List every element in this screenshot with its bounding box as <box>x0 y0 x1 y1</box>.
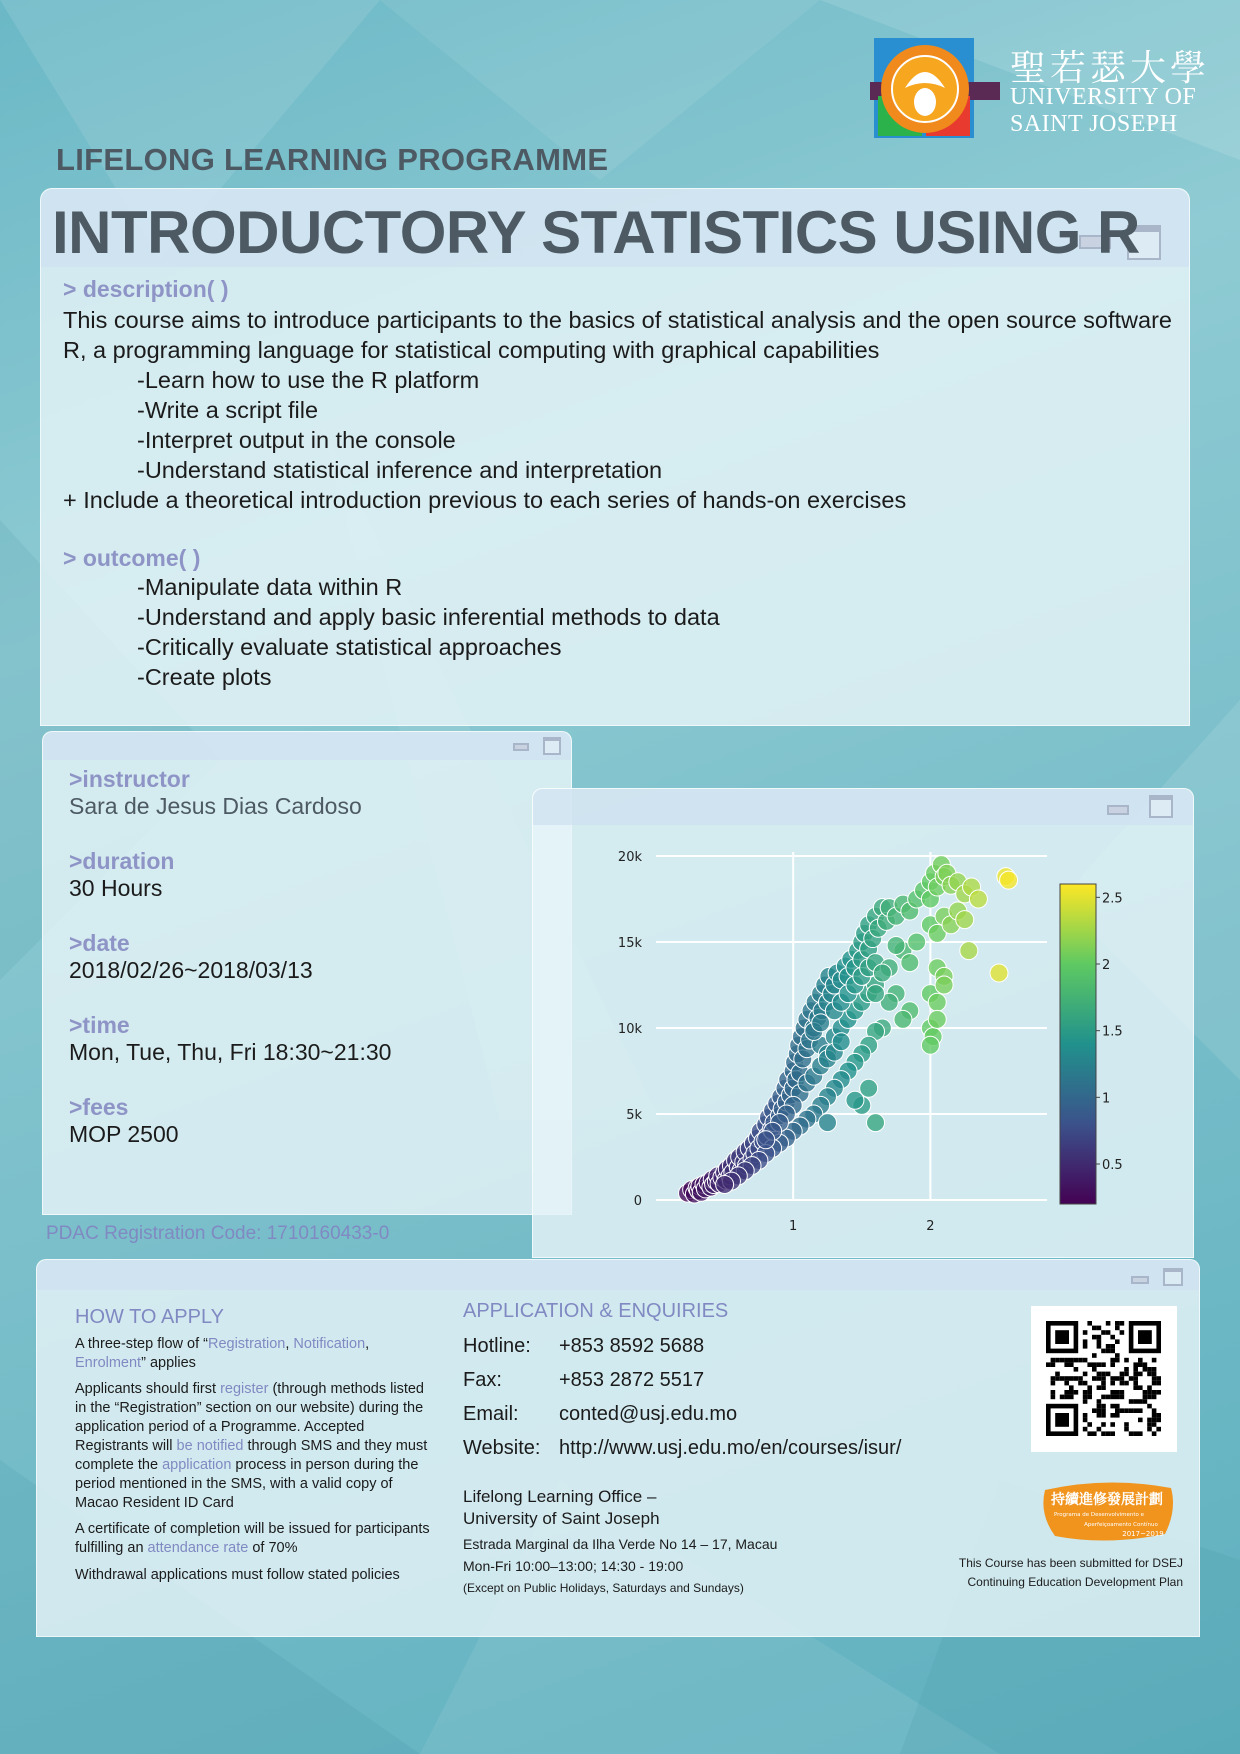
hotline-label: Hotline: <box>463 1335 531 1357</box>
dsej-note-line-1: This Course has been submitted for DSEJ <box>958 1556 1183 1570</box>
logo-line-2: SAINT JOSEPH <box>1010 111 1178 137</box>
text: A certificate of completion will be issued for participants fulfilling an <box>75 1521 430 1556</box>
scatter-point <box>716 1176 734 1194</box>
description-bullet: -Learn how to use the R platform <box>137 367 480 393</box>
scatter-point <box>894 1010 912 1028</box>
text: A three-step flow of “ <box>75 1336 208 1352</box>
qr-code-icon <box>1031 1306 1177 1452</box>
scatter-point <box>887 936 905 954</box>
description-bullet: -Interpret output in the console <box>137 427 456 453</box>
scatter-point <box>832 1033 850 1051</box>
info-window-titlebar <box>43 732 571 760</box>
text: Applicants should first <box>75 1381 221 1397</box>
description-bullet: -Write a script file <box>137 397 319 423</box>
instructor-label: >instructor <box>69 766 190 792</box>
outcome-label: > outcome( ) <box>63 545 201 571</box>
contact-section <box>463 1300 983 1599</box>
apply-paragraph-1 <box>75 1335 435 1373</box>
scatter-point <box>908 933 926 951</box>
scatter-point <box>921 1036 939 1054</box>
application-highlight: application <box>162 1457 232 1473</box>
badge-portuguese-line-1: Programa de Desenvolvimento e <box>1053 1512 1145 1518</box>
badge-years: 2017~2019 <box>1122 1530 1164 1538</box>
fax-value: +853 2872 5517 <box>559 1369 705 1391</box>
attendance-highlight: attendance rate <box>147 1540 249 1556</box>
contact-heading: APPLICATION & ENQUIRIES <box>463 1300 729 1322</box>
notification-highlight: Notification <box>293 1336 366 1352</box>
colorbar-tick-label: 2 <box>1102 958 1111 973</box>
university-seal-icon <box>860 34 1000 142</box>
scatter-point <box>990 964 1008 982</box>
chart-window-titlebar <box>533 789 1193 825</box>
text: ” applies <box>141 1355 196 1371</box>
scatter-point <box>935 976 953 994</box>
maximize-icon[interactable] <box>1149 795 1173 818</box>
website-link[interactable]: http://www.usj.edu.mo/en/courses/isur/ <box>559 1437 902 1459</box>
scatter-chart <box>532 828 1172 1248</box>
apply-window <box>36 1259 1200 1637</box>
pdac-registration-code: PDAC Registration Code: 1710160433-0 <box>46 1223 390 1244</box>
text: (through methods listed in the “Registration” section on our website) during the application period of a Programme. Accepted Registrants will <box>75 1381 424 1454</box>
fax-row <box>463 1369 983 1392</box>
office-info <box>463 1486 983 1599</box>
date-value: 2018/02/26~2018/03/13 <box>69 957 313 983</box>
maximize-icon[interactable] <box>543 737 561 755</box>
scatter-point <box>901 954 919 972</box>
fax-label: Fax: <box>463 1369 502 1391</box>
badge-portuguese-line-2: Aperfeiçoamento Contínuo <box>1084 1522 1158 1528</box>
y-tick-label: 15k <box>617 936 642 951</box>
minimize-icon[interactable] <box>1131 1276 1149 1284</box>
outcome-bullet: -Critically evaluate statistical approaches <box>137 634 562 660</box>
scatter-point <box>867 1114 885 1132</box>
logo-line-1: UNIVERSITY OF <box>1010 84 1197 110</box>
duration-label: >duration <box>69 848 175 874</box>
dsej-note-line-2: Continuing Education Development Plan <box>967 1575 1183 1589</box>
qr-code[interactable] <box>1031 1306 1177 1452</box>
date-label: >date <box>69 930 130 956</box>
hotline-row <box>463 1335 983 1358</box>
office-hours: Mon-Fri 10:00–13:00; 14:30 - 19:00 <box>463 1558 684 1574</box>
time-label: >time <box>69 1012 130 1038</box>
hotline-value[interactable]: +853 8592 5688 <box>559 1335 705 1357</box>
apply-paragraph-2 <box>75 1380 435 1513</box>
minimize-icon[interactable] <box>513 743 529 751</box>
how-to-apply-heading: HOW TO APPLY <box>75 1306 224 1328</box>
y-tick-label: 20k <box>617 850 642 865</box>
description-text: This course aims to introduce participants to the basics of statistical analysis and the open source software R, a programming language for statistical computing with graphical capabilities <box>63 307 1172 363</box>
description-label: > description( ) <box>63 276 229 302</box>
university-logo <box>860 34 1211 144</box>
scatter-point <box>960 942 978 960</box>
notified-highlight: be notified <box>176 1438 244 1454</box>
badge-chinese-text: 持續進修發展計劃 <box>1051 1492 1163 1508</box>
scatter-point <box>873 964 891 982</box>
email-link[interactable]: conted@usj.edu.mo <box>559 1403 738 1425</box>
apply-paragraph-4: Withdrawal applications must follow stated policies <box>75 1567 400 1583</box>
colorbar <box>1060 884 1096 1204</box>
registration-highlight: Registration <box>207 1336 286 1352</box>
x-tick-label: 1 <box>789 1219 798 1234</box>
scatter-point <box>812 1014 830 1032</box>
colorbar-tick-label: 1.5 <box>1102 1024 1123 1040</box>
dsej-note <box>959 1554 1183 1592</box>
register-highlight: register <box>220 1381 269 1397</box>
scatter-point <box>867 985 885 1003</box>
text: process in person during the period mentioned in the SMS, with a valid copy of Macao Resident ID Card <box>75 1457 419 1511</box>
description-extra: + Include a theoretical introduction previous to each series of hands-on exercises <box>63 487 907 513</box>
fees-label: >fees <box>69 1094 129 1120</box>
time-value: Mon, Tue, Thu, Fri 18:30~21:30 <box>69 1039 392 1065</box>
description-section <box>63 276 1185 692</box>
text: , <box>365 1336 370 1352</box>
text: of 70% <box>248 1540 298 1556</box>
y-tick-label: 5k <box>626 1108 642 1123</box>
instructor-value: Sara de Jesus Dias Cardoso <box>69 793 362 819</box>
scatter-point <box>846 1091 864 1109</box>
text: , <box>285 1336 294 1352</box>
duration-value: 30 Hours <box>69 875 163 901</box>
y-tick-label: 10k <box>617 1022 642 1037</box>
scatter-point <box>1000 871 1018 889</box>
colorbar-tick-label: 0.5 <box>1102 1158 1123 1173</box>
scatter-point <box>969 890 987 908</box>
office-university: University of Saint Joseph <box>463 1509 660 1528</box>
email-label: Email: <box>463 1403 519 1425</box>
scatter-point <box>928 993 946 1011</box>
info-list <box>69 766 391 1176</box>
scatter-point <box>818 1114 836 1132</box>
text: through SMS and they must complete the <box>75 1438 428 1473</box>
logo-chinese-name: 聖若瑟大學 <box>1010 48 1211 89</box>
scatter-point <box>928 1010 946 1028</box>
email-row <box>463 1403 983 1426</box>
enrolment-highlight: Enrolment <box>75 1355 142 1371</box>
colorbar-tick-label: 1 <box>1102 1091 1111 1107</box>
office-name: Lifelong Learning Office – <box>463 1487 657 1506</box>
description-bullet: -Understand statistical inference and interpretation <box>137 457 663 483</box>
how-to-apply <box>75 1306 435 1585</box>
programme-title: LIFELONG LEARNING PROGRAMME <box>56 142 609 177</box>
outcome-bullet: -Manipulate data within R <box>137 574 403 600</box>
y-tick-label: 0 <box>633 1194 642 1209</box>
website-row <box>463 1437 983 1460</box>
course-title: INTRODUCTORY STATISTICS USING R <box>52 199 1140 266</box>
x-tick-label: 2 <box>926 1219 935 1234</box>
fees-value: MOP 2500 <box>69 1121 179 1147</box>
office-hours-note: (Except on Public Holidays, Saturdays and Sundays) <box>463 1581 744 1595</box>
info-window <box>42 731 572 1215</box>
apply-paragraph-3 <box>75 1520 435 1558</box>
website-label: Website: <box>463 1437 541 1459</box>
apply-window-titlebar <box>37 1260 1199 1290</box>
logo-english-name <box>1010 84 1196 138</box>
outcome-bullet: -Create plots <box>137 664 272 690</box>
colorbar-tick-label: 2.5 <box>1102 891 1123 907</box>
maximize-icon[interactable] <box>1163 1268 1183 1286</box>
dsej-badge <box>1037 1480 1177 1546</box>
minimize-icon[interactable] <box>1107 805 1129 815</box>
office-address: Estrada Marginal da Ilha Verde No 14 – 17, Macau <box>463 1536 778 1552</box>
scatter-point <box>757 1131 775 1149</box>
outcome-bullet: -Understand and apply basic inferential methods to data <box>137 604 720 630</box>
scatter-point <box>956 911 974 929</box>
